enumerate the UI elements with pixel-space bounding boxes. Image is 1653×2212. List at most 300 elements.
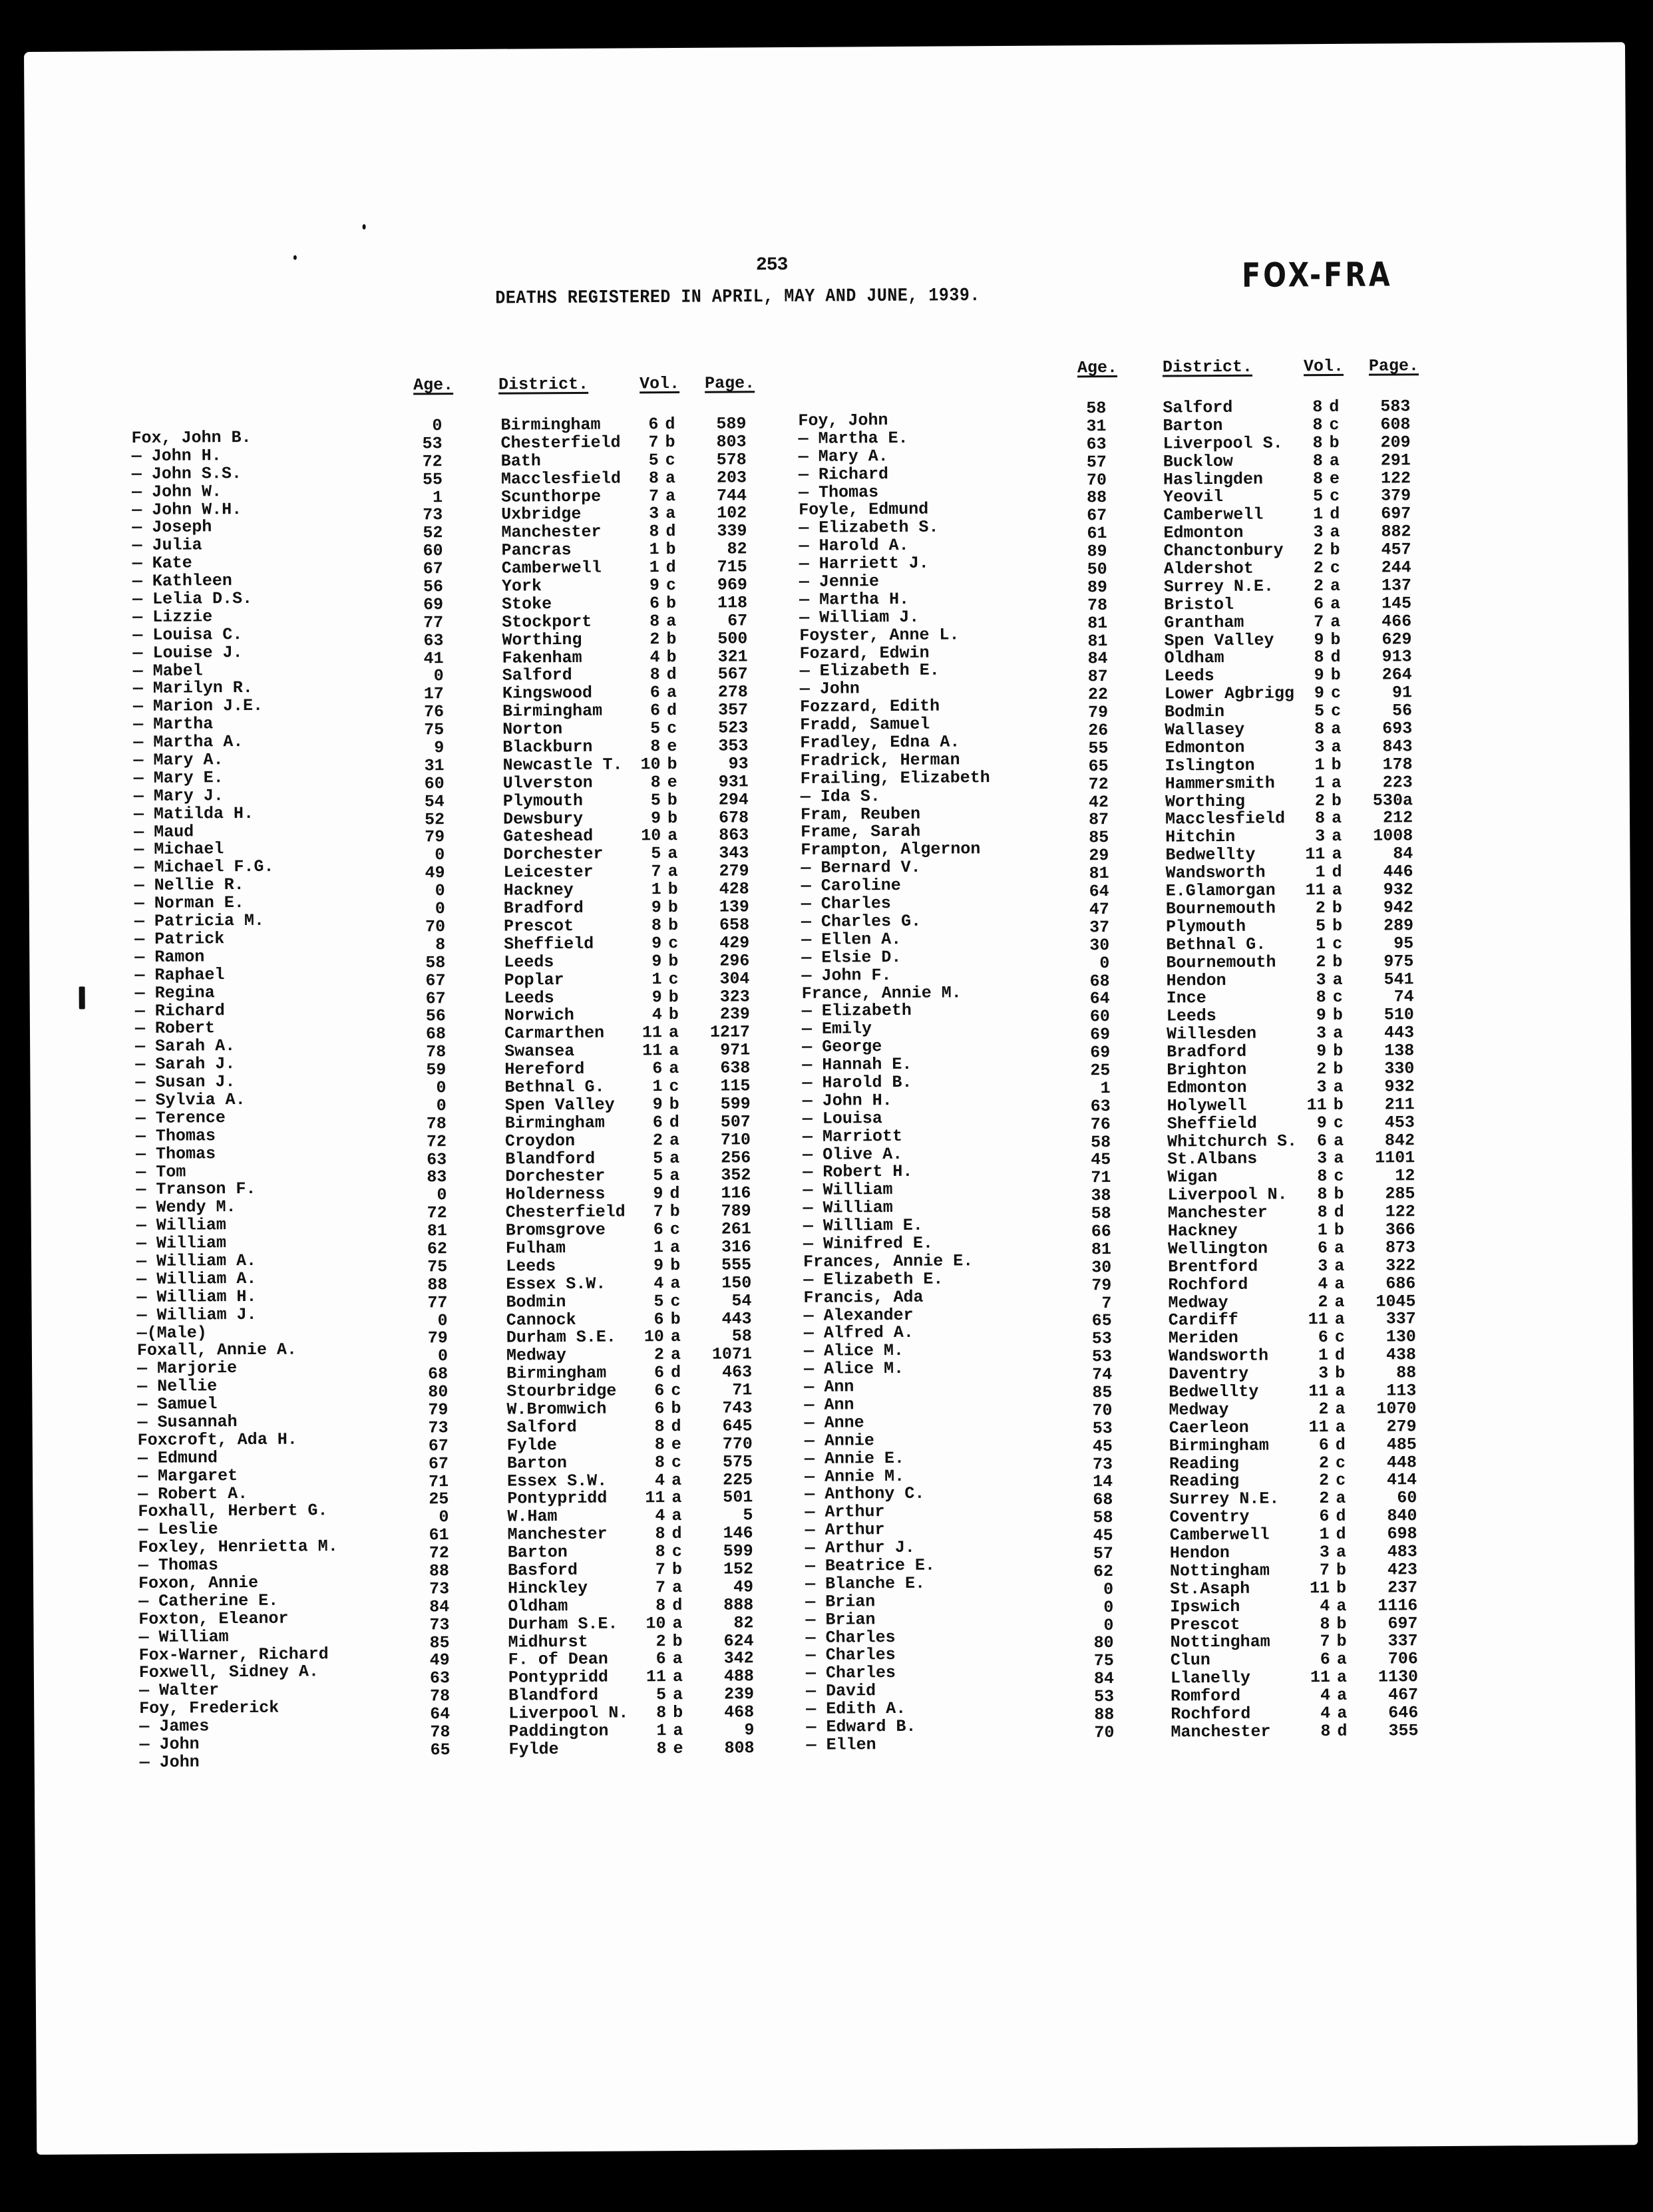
entry-name: Frampton, Algernon [801, 839, 981, 860]
entry-volume-letter: a [1334, 1256, 1345, 1276]
entry-name: — Harold A. [799, 536, 909, 556]
entry-volume-letter: d [665, 558, 676, 578]
entry-page: 342 [723, 1648, 754, 1669]
entry-name: — William A. [136, 1250, 257, 1271]
entry-volume-letter: a [666, 611, 677, 631]
entry-page: 118 [717, 593, 748, 613]
entry-age: 81 [427, 1221, 447, 1241]
entry-district: Plymouth [1165, 916, 1246, 937]
entry-page: 178 [1382, 755, 1413, 775]
entry-page: 808 [724, 1738, 755, 1758]
entry-name: — Martha E. [798, 428, 908, 449]
entry-district: E.Glamorgan [1165, 880, 1276, 901]
entry-page: 261 [721, 1219, 751, 1239]
entry-age: 17 [423, 684, 444, 704]
entry-volume: 10 [640, 755, 661, 775]
entry-volume: 6 [649, 594, 660, 614]
entry-page: 523 [718, 718, 749, 738]
entry-name: — Louisa C. [132, 624, 243, 645]
entry-volume-letter: a [1334, 1149, 1344, 1169]
entry-name: — Brian [805, 1592, 876, 1612]
entry-district: Whitchurch S. [1167, 1131, 1298, 1152]
entry-volume-letter: c [669, 1076, 679, 1097]
entry-name: — Leslie [138, 1519, 218, 1540]
entry-age: 25 [1090, 1061, 1111, 1081]
entry-page: 1070 [1376, 1399, 1417, 1419]
entry-volume: 8 [1317, 1167, 1328, 1187]
district-header: District. [498, 374, 589, 395]
entry-district: Wellington [1167, 1238, 1268, 1259]
entry-volume-letter: b [1336, 1578, 1347, 1598]
entry-name: — David [805, 1681, 876, 1702]
entry-district: Wigan [1167, 1167, 1218, 1187]
entry-volume-letter: b [1332, 1006, 1343, 1025]
entry-age: 0 [436, 1078, 447, 1098]
entry-name: — Alexander [803, 1305, 914, 1326]
entry-age: 9 [434, 738, 445, 758]
entry-name: — Lizzie [132, 607, 213, 627]
entry-district: Clun [1170, 1650, 1210, 1670]
entry-age: 69 [1090, 1043, 1111, 1063]
entry-volume-letter: b [1334, 1220, 1344, 1240]
entry-age: 60 [1089, 1007, 1110, 1027]
entry-volume-letter: d [1336, 1525, 1346, 1545]
entry-age: 76 [1090, 1114, 1111, 1134]
entry-district: Bath [500, 451, 541, 471]
entry-name: — Jennie [799, 572, 880, 592]
entry-age: 79 [425, 827, 445, 847]
entry-age: 53 [422, 434, 443, 454]
entry-district: Nottingham [1169, 1561, 1270, 1581]
entry-volume: 8 [654, 1417, 665, 1437]
entry-age: 57 [1086, 452, 1107, 472]
entry-volume: 6 [653, 1220, 663, 1240]
entry-district: Birmingham [500, 415, 601, 435]
entry-age: 14 [1093, 1472, 1113, 1492]
entry-age: 63 [427, 1149, 447, 1169]
entry-age: 58 [425, 952, 446, 973]
entry-volume: 9 [649, 576, 660, 596]
entry-page: 608 [1380, 415, 1411, 435]
entry-volume: 8 [655, 1595, 666, 1616]
entry-volume-letter: b [1336, 1632, 1347, 1652]
entry-page: 91 [1391, 683, 1413, 703]
entry-volume: 1 [1316, 934, 1326, 954]
entry-volume: 2 [1316, 1059, 1327, 1079]
entry-volume: 5 [653, 1166, 663, 1186]
entry-page: 743 [722, 1398, 753, 1418]
entry-volume: 3 [1318, 1256, 1328, 1276]
entry-district: Chesterfield [505, 1202, 626, 1222]
entry-volume-letter: c [668, 969, 679, 989]
entry-district: Worthing [502, 630, 582, 650]
entry-volume: 6 [655, 1649, 666, 1669]
entry-age: 56 [425, 1006, 446, 1026]
entry-name: Fradd, Samuel [800, 714, 930, 735]
entry-district: Pancras [501, 540, 572, 560]
entry-district: Midhurst [508, 1632, 588, 1652]
entry-district: Durham S.E. [508, 1614, 618, 1634]
entry-volume: 4 [649, 647, 660, 667]
entry-district: Ipswich [1170, 1596, 1240, 1617]
entry-name: — William H. [136, 1286, 257, 1307]
entry-age: 78 [430, 1686, 451, 1706]
entry-district: Hendon [1169, 1543, 1230, 1563]
entry-volume-letter: b [1331, 791, 1342, 811]
entry-volume: 3 [1315, 827, 1326, 846]
entry-name: — Norman E. [134, 893, 244, 914]
entry-name: — Joseph [132, 517, 212, 538]
entry-name: — John S.S. [131, 463, 242, 484]
entry-volume: 9 [651, 951, 662, 971]
entry-volume-letter: b [665, 593, 677, 614]
entry-page: 646 [1388, 1703, 1419, 1723]
entry-name: — Sarah J. [135, 1054, 236, 1075]
entry-name: — Catherine E. [138, 1590, 279, 1611]
entry-volume: 8 [1314, 809, 1326, 829]
entry-age: 85 [1089, 828, 1109, 848]
entry-name: — William J. [136, 1304, 257, 1325]
entry-volume: 4 [655, 1470, 665, 1490]
entry-page: 468 [724, 1702, 755, 1722]
entry-name: — Caroline [801, 876, 901, 896]
entry-page: 211 [1384, 1094, 1415, 1115]
entry-page: 1217 [709, 1022, 751, 1043]
entry-name: — Richard [798, 464, 889, 484]
entry-district: Manchester [1167, 1202, 1268, 1223]
entry-page: 453 [1384, 1112, 1415, 1133]
entry-district: Islington [1165, 755, 1255, 776]
entry-name: — Mary A. [133, 750, 224, 771]
entry-district: Spen Valley [504, 1095, 615, 1115]
entry-volume: 8 [1314, 647, 1324, 667]
entry-district: Salford [506, 1417, 577, 1437]
entry-volume-letter: a [1330, 612, 1341, 632]
entry-age: 49 [429, 1650, 450, 1670]
entry-district: Hackney [1167, 1220, 1238, 1241]
entry-volume-letter: a [1335, 1381, 1346, 1401]
entry-volume-letter: a [1330, 576, 1341, 596]
entry-name: — Richard [134, 1000, 225, 1021]
entry-district: Bodmin [1165, 702, 1225, 722]
entry-age: 54 [424, 791, 445, 812]
entry-age: 84 [429, 1596, 450, 1617]
entry-age: 79 [428, 1400, 449, 1420]
register-entry [121, 1738, 787, 1772]
entry-volume: 6 [1318, 1328, 1328, 1348]
entry-volume: 3 [1316, 970, 1326, 990]
margin-mark [79, 986, 85, 1009]
entry-age: 70 [1086, 470, 1107, 490]
entry-volume-letter: b [1330, 630, 1341, 649]
entry-name: — John F. [801, 965, 892, 986]
entry-district: Nottingham [1170, 1632, 1270, 1652]
entry-page: 599 [723, 1541, 753, 1561]
entry-volume-letter: d [1336, 1507, 1346, 1527]
entry-age: 64 [430, 1704, 451, 1724]
entry-district: Medway [1168, 1292, 1228, 1313]
entry-district: Manchester [1171, 1722, 1271, 1742]
entry-name: — Mary A. [798, 446, 888, 466]
entry-volume-letter: b [667, 754, 677, 775]
entry-volume: 5 [1313, 486, 1324, 506]
entry-page: 67 [727, 611, 748, 631]
entry-volume-letter: a [1332, 844, 1342, 864]
entry-age: 0 [439, 1507, 449, 1527]
entry-volume: 2 [1313, 558, 1324, 578]
entry-name: — John [139, 1734, 200, 1755]
entry-district: Dorchester [503, 844, 604, 864]
entry-age: 62 [1093, 1561, 1114, 1582]
entry-page: 541 [1383, 969, 1414, 990]
entry-district: St.Albans [1167, 1149, 1258, 1169]
entry-age: 0 [435, 899, 445, 919]
entry-name: — Susannah [137, 1412, 238, 1432]
entry-district: Edmonton [1163, 523, 1244, 543]
entry-page: 279 [719, 861, 749, 881]
entry-volume: 8 [649, 665, 660, 685]
entry-volume: 10 [643, 1327, 664, 1347]
entry-volume-letter: c [1333, 1113, 1344, 1133]
entry-district: F. of Dean [508, 1650, 608, 1670]
vol-header: Vol. [639, 373, 680, 394]
entry-age: 79 [1087, 703, 1109, 723]
entry-volume: 10 [641, 826, 661, 846]
entry-volume-letter: c [1330, 486, 1340, 506]
entry-page: 296 [719, 951, 750, 971]
entry-name: — Blanche E. [805, 1573, 926, 1594]
entry-volume: 9 [653, 1184, 663, 1204]
entry-district: St.Asaph [1170, 1578, 1250, 1599]
entry-age: 8 [435, 934, 446, 955]
entry-district: Bournemouth [1165, 898, 1276, 919]
entry-volume: 8 [656, 1739, 667, 1759]
entry-age: 30 [1091, 1257, 1112, 1277]
entry-volume: 9 [651, 987, 662, 1007]
entry-name: Francis, Ada [803, 1287, 924, 1308]
entry-age: 58 [1090, 1132, 1111, 1152]
entry-page: 483 [1387, 1542, 1417, 1562]
entry-volume: 2 [1314, 791, 1325, 811]
entry-age: 65 [1091, 1311, 1112, 1331]
entry-age: 73 [423, 505, 443, 525]
entry-district: Macclesfield [500, 468, 622, 489]
entry-page: 88 [1396, 1363, 1417, 1383]
entry-district: Holywell [1167, 1095, 1247, 1116]
entry-volume: 1 [1317, 1220, 1328, 1240]
entry-volume: 2 [653, 1345, 665, 1365]
entry-district: Durham S.E. [506, 1328, 616, 1348]
entry-volume: 3 [1313, 522, 1324, 542]
entry-volume-letter: a [1337, 1686, 1348, 1706]
entry-page: 339 [717, 521, 747, 541]
entry-age: 88 [1087, 488, 1107, 508]
entry-name: — William [136, 1215, 226, 1236]
entry-volume-letter: b [670, 1309, 681, 1329]
entry-name: — Raphael [134, 964, 225, 985]
entry-volume: 1 [651, 880, 661, 900]
entry-district: Camberwell [1169, 1525, 1270, 1545]
entry-age: 70 [425, 917, 446, 937]
entry-district: Salford [502, 665, 572, 686]
entry-page: 715 [717, 557, 747, 577]
entry-district: Barton [507, 1543, 568, 1563]
entry-district: Birmingham [502, 701, 603, 721]
entry-name: — Susan J. [135, 1072, 236, 1093]
entry-district: Paddington [508, 1721, 609, 1742]
entry-volume: 9 [651, 934, 662, 954]
entry-district: Cannock [506, 1310, 576, 1330]
entry-age: 81 [1091, 1239, 1112, 1260]
entry-volume-letter: c [1335, 1453, 1346, 1473]
entry-name: — Louisa [802, 1108, 882, 1129]
entry-page: 446 [1383, 862, 1413, 882]
vol-header: Vol. [1303, 356, 1344, 377]
entry-name: Foyle, Edmund [799, 500, 929, 520]
entry-age: 58 [1091, 1204, 1111, 1224]
entry-volume-letter: a [1336, 1489, 1346, 1509]
entry-district: Wallasey [1165, 719, 1245, 740]
entry-volume: 1 [649, 540, 659, 560]
entry-volume: 7 [648, 433, 659, 453]
entry-volume: 9 [1316, 1041, 1327, 1061]
entry-age: 67 [428, 1435, 449, 1456]
entry-page: 555 [721, 1255, 752, 1275]
entry-volume-letter: c [1330, 701, 1342, 721]
entry-district: Rochford [1171, 1704, 1251, 1724]
entry-volume-letter: a [1333, 1131, 1344, 1151]
entry-volume-letter: c [1336, 1471, 1346, 1491]
entry-page: 291 [1380, 450, 1411, 470]
entry-age: 63 [423, 630, 444, 651]
entry-age: 50 [1087, 560, 1107, 580]
entry-volume: 5 [1314, 701, 1325, 721]
entry-page: 82 [733, 1613, 754, 1633]
entry-page: 467 [1388, 1685, 1419, 1705]
entry-name: — Mary J. [133, 786, 224, 806]
entry-age: 37 [1089, 917, 1110, 938]
entry-name: — Olive A. [803, 1144, 903, 1165]
entry-page: 770 [722, 1434, 753, 1454]
entry-page: 5 [743, 1505, 753, 1525]
entry-volume-letter: b [667, 915, 679, 936]
entry-volume-letter: b [669, 1094, 679, 1114]
entry-age: 42 [1088, 792, 1109, 812]
entry-district: Bethnal G. [504, 1077, 605, 1097]
entry-volume-letter: d [669, 1112, 679, 1132]
entry-district: Llanelly [1170, 1668, 1251, 1688]
entry-volume: 1 [1315, 862, 1326, 882]
entry-page: 583 [1380, 397, 1411, 417]
entry-volume: 7 [1314, 612, 1324, 632]
entry-name: — Ida S. [800, 786, 880, 807]
entry-page: 698 [1387, 1524, 1417, 1544]
entry-district: Bedwellty [1165, 844, 1256, 865]
entry-age: 58 [1093, 1508, 1113, 1528]
entry-age: 85 [429, 1632, 450, 1652]
entry-volume: 11 [1308, 1417, 1329, 1437]
entry-age: 79 [427, 1328, 448, 1348]
entry-district: Camberwell [501, 558, 602, 578]
entry-volume-letter: a [1331, 719, 1342, 739]
entry-name: — Elizabeth E. [799, 661, 940, 681]
entry-age: 87 [1088, 810, 1109, 830]
entry-name: Fradley, Edna A. [800, 732, 960, 753]
entry-volume: 1 [1314, 773, 1325, 793]
entry-age: 38 [1091, 1186, 1111, 1206]
left-column [112, 373, 778, 1772]
entry-district: Dorchester [505, 1167, 606, 1187]
entry-volume: 8 [654, 1452, 665, 1472]
entry-page: 888 [723, 1595, 754, 1615]
entry-district: Wandsworth [1165, 862, 1266, 883]
entry-volume: 6 [649, 683, 660, 703]
entry-page: 697 [1381, 504, 1411, 524]
entry-volume: 11 [1305, 844, 1326, 864]
entry-volume-letter: c [1332, 934, 1343, 954]
entry-page: 95 [1393, 933, 1414, 954]
entry-volume-letter: b [667, 790, 677, 810]
entry-name: — James [139, 1716, 210, 1737]
entry-volume: 2 [1315, 898, 1326, 918]
entry-age: 7 [1101, 1293, 1112, 1313]
entry-page: 74 [1393, 987, 1414, 1007]
entry-page: 337 [1387, 1631, 1418, 1651]
entry-volume: 2 [655, 1631, 666, 1651]
entry-name: — Maud [134, 822, 194, 842]
entry-name: — Anthony C. [805, 1484, 925, 1505]
entry-name: — William E. [803, 1215, 923, 1236]
entry-district: Swansea [504, 1041, 575, 1061]
entry-volume-letter: c [1330, 558, 1340, 578]
entry-name: — Elizabeth [801, 1001, 912, 1021]
entry-volume-letter: c [671, 1452, 682, 1472]
entry-age: 65 [1088, 756, 1109, 777]
entry-volume: 6 [1313, 594, 1324, 614]
entry-district: Fylde [506, 1435, 557, 1455]
entry-name: — Alice M. [804, 1359, 904, 1380]
entry-volume: 2 [1318, 1453, 1330, 1473]
entry-age: 52 [423, 523, 443, 543]
entry-volume-letter: b [668, 1005, 679, 1025]
entry-page: 423 [1387, 1560, 1418, 1580]
entry-age: 63 [1090, 1096, 1111, 1116]
age-header: Age. [1077, 357, 1118, 378]
entry-volume: 9 [1314, 630, 1324, 649]
entry-age: 0 [1103, 1579, 1114, 1599]
entry-volume: 4 [653, 1273, 664, 1294]
entry-district: Camberwell [1163, 504, 1264, 525]
entry-volume: 8 [1314, 719, 1325, 739]
entry-page: 130 [1385, 1327, 1416, 1347]
entry-page: 49 [733, 1577, 754, 1597]
right-column [777, 356, 1442, 1755]
entry-age: 25 [429, 1489, 449, 1509]
entry-volume-letter: a [669, 1130, 680, 1150]
entry-district: Hammersmith [1165, 773, 1275, 794]
entry-volume-letter: b [1333, 1059, 1344, 1079]
entry-page: 352 [721, 1165, 751, 1186]
entry-volume-letter: a [669, 1041, 679, 1061]
entry-volume-letter: e [1329, 468, 1340, 488]
entry-page: 658 [719, 915, 750, 935]
entry-district: Liverpool S. [1163, 433, 1283, 454]
entry-age: 45 [1092, 1436, 1113, 1456]
entry-volume: 1 [1318, 1346, 1329, 1366]
entry-volume-letter: a [670, 1345, 681, 1365]
entry-volume-letter: b [1336, 1560, 1347, 1580]
entry-district: Sheffield [1167, 1113, 1257, 1134]
